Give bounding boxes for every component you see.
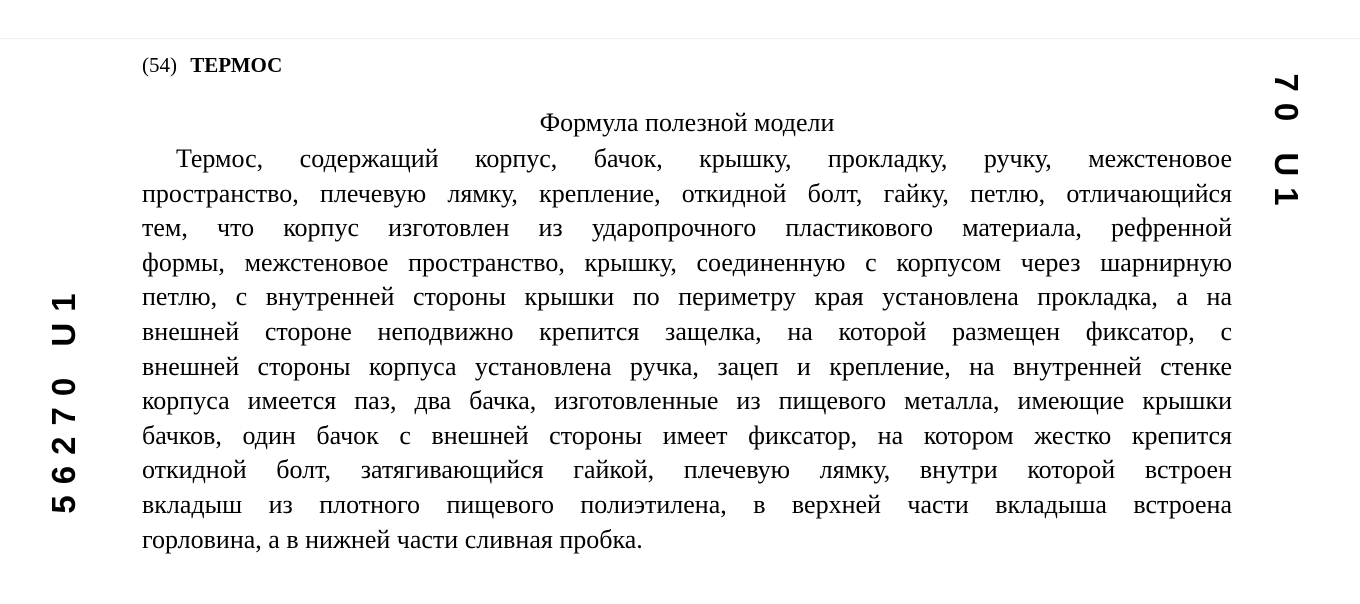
claims-line: петлю, с внутренней стороны крышки по периметру края установлена прокладка, а на [142, 282, 1232, 312]
claims-line: Термос, содержащий корпус, бачок, крышку, прокладку, ручку, межстеновое [176, 144, 1232, 173]
patent-number-left: 56270 U1 [45, 282, 82, 514]
inid-code: (54) [142, 53, 177, 77]
claims-line: тем, что корпус изготовлен из ударопрочного пластикового материала, рефренной [142, 213, 1232, 243]
claims-line: бачков, один бачок с внешней стороны имеет фиксатор, на котором жестко крепится [142, 420, 1232, 450]
claims-line: корпуса имеется паз, два бачка, изготовленные из пищевого металла, имеющие крышки [142, 386, 1232, 416]
claims-line: формы, межстеновое пространство, крышку, соединенную с корпусом через шарнирную [142, 247, 1232, 277]
claims-title: Формула полезной модели [539, 108, 835, 137]
side-patent-number-right [1266, 40, 1306, 250]
claims-line: откидной болт, затягивающийся гайкой, плечевую лямку, внутри которой встроен [142, 455, 1232, 485]
claims-line: пространство, плечевую лямку, крепление, откидной болт, гайку, петлю, отличающийся [142, 178, 1232, 208]
claims-line: внешней стороне неподвижно крепится защелка, на которой размещен фиксатор, с [142, 316, 1232, 346]
document-heading [142, 52, 282, 78]
claims-line: внешней стороны корпуса установлена ручка, зацеп и крепление, на внутренней стенке [142, 351, 1232, 381]
claims-line: горловина, а в нижней части сливная пробка. [142, 524, 643, 554]
patent-number-right: 70 U1 [1268, 73, 1305, 217]
top-rule [0, 38, 1360, 39]
document-title: ТЕРМОС [190, 53, 283, 77]
side-patent-number-left [44, 240, 84, 556]
claims-text [142, 142, 1232, 557]
claims-line: вкладыш из плотного пищевого полиэтилена, в верхней части вкладыша встроена [142, 489, 1232, 519]
